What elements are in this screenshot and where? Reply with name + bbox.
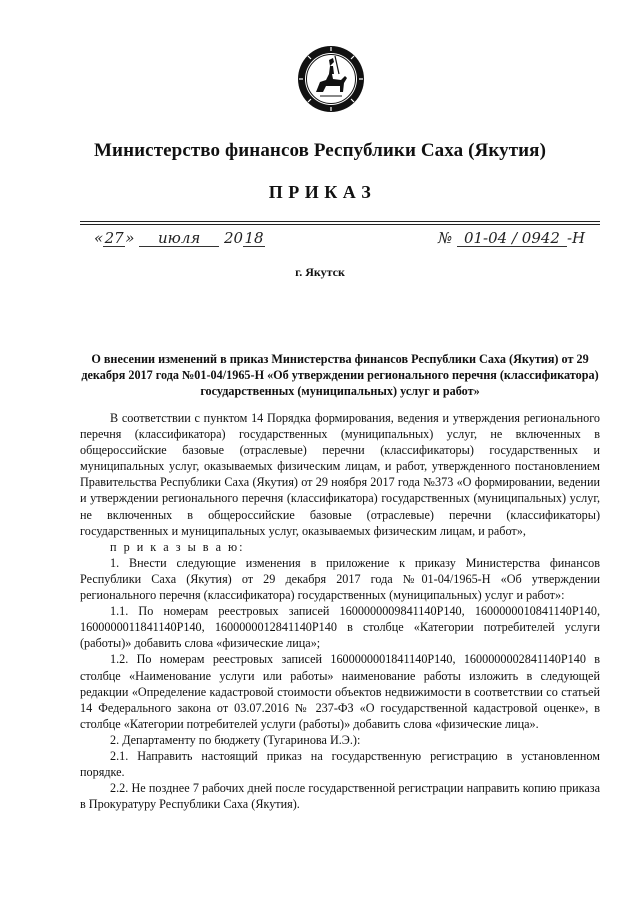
preamble-paragraph: В соответствии с пунктом 14 Порядка формирования, ведения и утверждения регионального перечня (классификатора) государственных (муниципальных) услуг, не включенных в общероссийские базовые (отраслевые) перечни (классификаторы) государственных и муниципальных услуг, оказываемых физическим лицам, и работ, утвержденного постановлением Правительства Республики Саха (Якутия) от 29 ноября 2017 года №373 «О формировании, ведении и утверждении регионального перечня (классификатора) государственных (муниципальных) услуг, не включенных в общероссийские базовые (отраслевые) перечни (классификаторы) государственных и муниципальных услуг, оказываемых физическим лицам, и работ», [80,411,600,538]
date-open-quote: « [94,229,104,247]
date-close-quote: » [125,229,135,247]
city: г. Якутск [295,265,345,279]
order-number-line [438,229,585,247]
date-day: 27 [104,229,124,247]
item-1: 1. Внести следующие изменения в приложение к приказу Министерства финансов Республики Саха (Якутия) от 29 декабря 2017 года №01-04/1965-Н «Об утверждении регионального перечня (классификатора) государственных (муниципальных) услуг и работ»: [80,555,600,603]
order-number-prefix: № [438,229,453,247]
date-year-prefix: 20 [223,229,244,247]
date-month: июля [139,229,219,247]
order-word: п р и к а з ы в а ю: [110,539,245,554]
date-year-suffix: 18 [244,229,264,247]
ministry-name: Министерство финансов Республики Саха (Якутия) [93,140,546,161]
item-2-2: 2.2. Не позднее 7 рабочих дней после государственной регистрации направить копию приказа в Прокуратуру Республики Саха (Якутия). [80,781,600,812]
item-2-1: 2.1. Направить настоящий приказ на государственную регистрацию в установленном порядке. [80,748,600,780]
document-type-title: П Р И К А З [268,182,372,202]
item-2: 2. Департаменту по бюджету (Тугаринова И.Э.): [110,732,361,747]
item-1-2: 1.2. По номерам реестровых записей 1600000001841140Р140, 1600000002841140Р140 в столбце «Наименование услуги или работы» наименование работы изложить в следующей редакции «Определение кадастровой стоимости объектов недвижимости в соответствии со статьей 14 Федерального закона от 03.07.2016 № 237-ФЗ «О государственной кадастровой оценке», в столбце «Категории потребителей услуги (работы)» добавить слова «физические лица». [80,652,600,731]
order-number: 01-04 / 0942 [457,229,567,247]
order-number-suffix: -Н [566,229,586,247]
date-line [94,229,265,247]
header-divider-top [80,221,600,222]
item-1-1: 1.1. По номерам реестровых записей 1600000009841140Р140, 1600000010841140Р140, 1600000011841140Р140, 1600000012841140Р140 в столбце «Категории потребителей услуги (работы)» добавить слова «физические лица»; [80,604,600,651]
sakha-republic-coat-of-arms-icon [296,44,366,114]
header-divider-bottom [80,224,600,225]
order-body [80,410,600,812]
order-subject: О внесении изменений в приказ Министерства финансов Республики Саха (Якутия) от 29 декабря 2017 года №01-04/1965-Н «Об утверждении регионального перечня (классификатора) государственных (муниципальных) услуг и работ» [81,352,599,398]
